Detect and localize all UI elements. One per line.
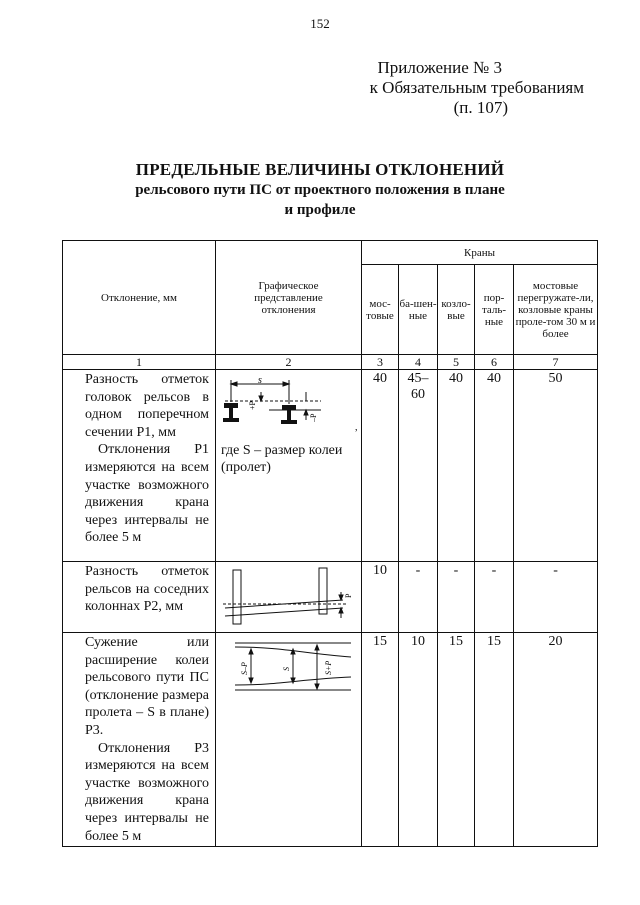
column-number: 3 <box>362 355 399 370</box>
track-width-diagram <box>221 637 359 697</box>
deviation-text: Разность отметок рельсов на соседних колоннах P2, мм <box>85 564 209 615</box>
value-portal: - <box>475 562 514 633</box>
page-number: 152 <box>310 16 330 31</box>
header-graphic: Графическое представление отклонения <box>216 241 362 355</box>
value-bridge: 40 <box>362 370 399 562</box>
svg-text:S: S <box>282 667 291 671</box>
value-reloader: 20 <box>514 633 598 847</box>
deviation-graphic <box>216 633 362 847</box>
graphic-note: где S – размер колеи (пролет) <box>221 443 343 475</box>
column-number: 2 <box>216 355 362 370</box>
svg-text:P: P <box>344 593 353 598</box>
deviation-table <box>62 240 598 847</box>
header-portal-cranes: пор-таль-ные <box>475 265 514 355</box>
deviation-description <box>63 633 216 847</box>
svg-text:,: , <box>355 422 358 433</box>
svg-text:s: s <box>258 375 262 386</box>
table-row <box>63 370 598 562</box>
value-portal: 15 <box>475 633 514 847</box>
deviation-graphic <box>216 562 362 633</box>
deviation-description <box>63 370 216 562</box>
appendix-block <box>370 58 584 118</box>
appendix-reference: к Обязательным требованиям <box>369 78 584 97</box>
rail-height-diagram <box>221 374 359 442</box>
deviation-text: Разность отметок головок рельсов в одном поперечном сечении P1, мм <box>85 372 209 440</box>
column-number: 4 <box>399 355 438 370</box>
deviation-measurement-note: Отклонения P1 измеряются на всем участке возможного движения крана через интервалы не более 5 м <box>85 442 209 546</box>
value-gantry: 40 <box>438 370 475 562</box>
table-row <box>63 562 598 633</box>
header-tower-cranes: ба-шен-ные <box>399 265 438 355</box>
appendix-number: Приложение № 3 <box>377 58 502 77</box>
table-row <box>63 633 598 847</box>
svg-text:–P: –P <box>309 413 318 422</box>
appendix-clause: (п. 107) <box>453 98 508 117</box>
document-title <box>0 160 640 220</box>
column-number: 7 <box>514 355 598 370</box>
value-bridge: 15 <box>362 633 399 847</box>
title-line-1: ПРЕДЕЛЬНЫЕ ВЕЛИЧИНЫ ОТКЛОНЕНИЙ <box>135 160 505 179</box>
svg-text:+P: +P <box>248 401 257 410</box>
title-line-3: и профиле <box>284 202 356 218</box>
header-deviation: Отклонение, мм <box>63 241 216 355</box>
column-number: 6 <box>475 355 514 370</box>
value-reloader: 50 <box>514 370 598 562</box>
title-line-2: рельсового пути ПС от проектного положения в плане <box>135 182 505 198</box>
header-bridge-cranes: мос-товые <box>362 265 399 355</box>
header-gantry-cranes: козло-вые <box>438 265 475 355</box>
value-portal: 40 <box>475 370 514 562</box>
column-number: 5 <box>438 355 475 370</box>
column-numbers-row <box>63 355 598 370</box>
value-bridge: 10 <box>362 562 399 633</box>
value-tower: 45–60 <box>399 370 438 562</box>
value-gantry: - <box>438 562 475 633</box>
deviation-graphic <box>216 370 362 562</box>
value-gantry: 15 <box>438 633 475 847</box>
deviation-text: Сужение или расширение колеи рельсового пути ПС (отклонение размера пролета – S в плане) P3. <box>85 635 209 738</box>
column-height-diagram <box>221 566 359 628</box>
svg-text:S+P: S+P <box>324 660 333 675</box>
deviation-measurement-note: Отклонения P3 измеряются на всем участке возможного движения крана через интервалы не более 5 м <box>85 740 209 844</box>
header-reloader-cranes: мостовые перегружате-ли, козловые краны проле-том 30 м и более <box>514 265 598 355</box>
value-tower: - <box>399 562 438 633</box>
svg-text:S–P: S–P <box>240 662 249 675</box>
value-reloader: - <box>514 562 598 633</box>
column-number: 1 <box>63 355 216 370</box>
deviation-description <box>63 562 216 633</box>
header-cranes: Краны <box>362 241 598 265</box>
value-tower: 10 <box>399 633 438 847</box>
